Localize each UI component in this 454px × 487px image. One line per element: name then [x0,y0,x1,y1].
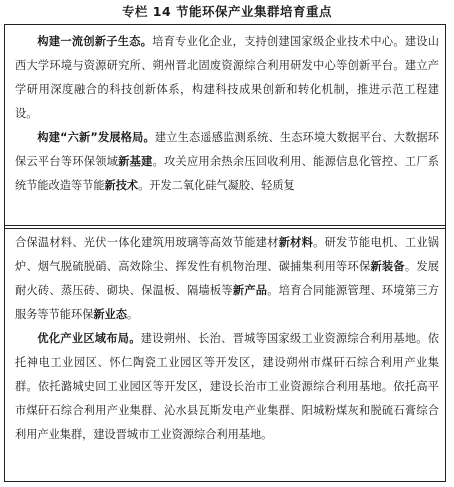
content-box-bottom [4,225,446,482]
innovation-heading: 构建一流创新子生态。 [37,35,153,48]
paragraph-six-new [15,126,439,198]
regional-layout-heading: 优化产业区域布局。 [37,332,141,345]
innovation-text: 培育专业化企业，支持创建国家级企业技术中心。建设山西大学环境与资源研究所、朔州晋北固废资源综合利用研发中心等创新平台。建立产学研用深度融合的科技创新体系，构建科技成果创新和转化机制，推进示范工程建设。 [15,35,439,120]
sidebar-title: 专栏 14 节能环保产业集群培育重点 [121,4,333,19]
six-new-heading: 构建“六新”发展格局。 [37,131,155,144]
continued-text-1: 合保温材料、光伏一体化建筑用玻璃等高效节能建材 [15,236,279,249]
new-products-term: 新产品 [232,284,268,297]
new-technology-term: 新技术 [104,179,139,192]
paragraph-innovation [15,30,439,126]
continued-text-4: 。培育合同能源管理、环境第三方服务等节能环保 [15,284,439,321]
six-new-text-3: 。开发二氧化硅气凝胶、轻质复 [138,179,295,192]
six-new-text-1: 建立生态遥感监测系统、生态环境大数据平台、大数据环保云平台等环保领域 [15,131,439,168]
new-infrastructure-term: 新基建 [118,155,153,168]
paragraph-regional-layout [15,327,439,447]
new-equipment-term: 新装备 [370,260,405,273]
continued-text-5: 。 [126,308,139,321]
content-box-top [4,24,446,229]
new-materials-term: 新材料 [278,236,314,249]
paragraph-six-new-continued [15,231,439,327]
regional-layout-text: 建设朔州、长治、晋城等国家级工业资源综合利用基地。依托神电工业园区、怀仁陶瓷工业园区等开发区，建设朔州市煤矸石综合利用产业集群。依托潞城史回工业园区等开发区，建设长治市工业资源综合利用基地。依托高平市煤矸石综合利用产业集群、沁水县瓦斯发电产业集群、阳城粉煤灰和脱硫石膏综合利用产业集群，建设晋城市工业资源综合利用基地。 [15,332,439,441]
new-business-forms-term: 新业态 [93,308,127,321]
six-new-text-2: 。攻关应用余热余压回收利用、能源信息化管控、工厂系统节能改造等节能 [15,155,439,192]
continued-text-2: 。研发节能电机、工业锅炉、烟气脱硫脱硝、高效除尘、挥发性有机物治理、碳捕集利用等环保 [15,236,439,273]
continued-text-3: 。发展耐火砖、蒸压砖、砌块、保温板、隔墙板等 [15,260,439,297]
